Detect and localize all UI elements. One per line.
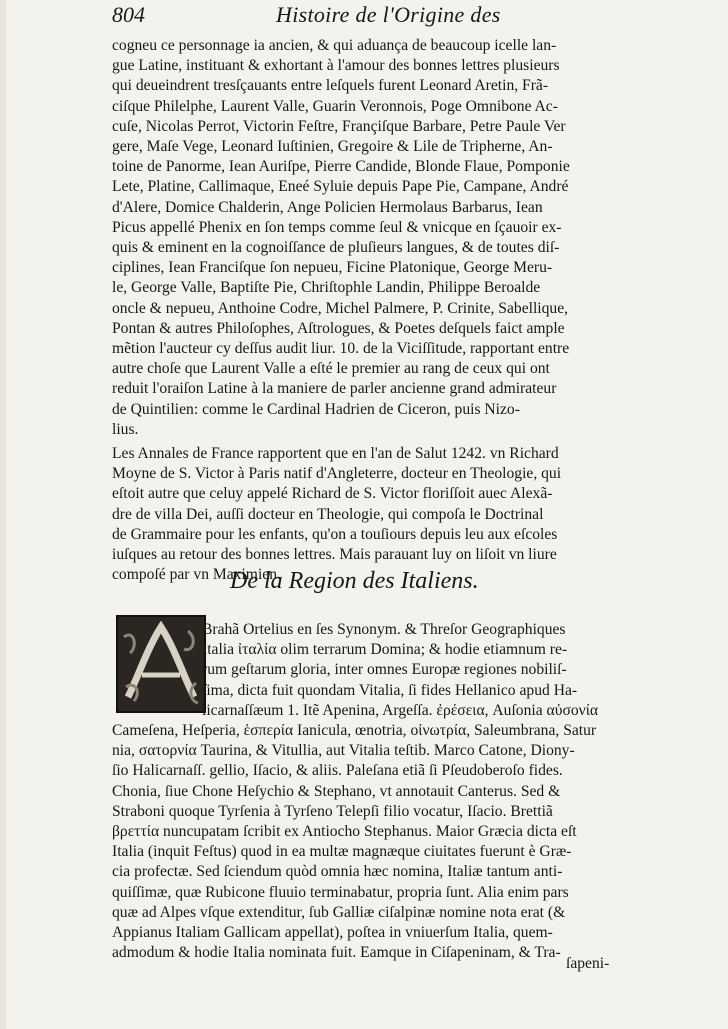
- text-line: Brahã Ortelius en ſes Synonym. & Threſor Geographiques: [202, 621, 566, 638]
- text-line: qui deueindrent tresſçauants entre leſquels furent Leonard Aretin, Frã-: [112, 77, 549, 95]
- text-line: Chonia, ſiue Chone Heſychio & Stephano, vt annotauit Canterus. Sed &: [112, 782, 561, 800]
- text-line: eſtoit autre que celuy appelé Richard de S. Victor floriſſoit auec Alexã-: [112, 485, 553, 503]
- text-line: d'Alere, Domice Chalderin, Ange Policien Hermolaus Barbarus, Iean: [112, 198, 543, 216]
- text-line: toine de Panorme, Iean Auriſpe, Pierre Candide, Blonde Flaue, Pomponie: [112, 158, 570, 176]
- text-line: de Grammaire pour les enfants, qu'on a touſiours depuis leu aux eſcoles: [112, 525, 558, 543]
- text-line: de Quintilien: comme le Cardinal Hadrien de Ciceron, puis Nizo-: [112, 400, 520, 418]
- paragraph-italia: [112, 620, 624, 963]
- page-header: [112, 2, 632, 32]
- paragraph-humanists: [112, 36, 624, 440]
- text-line: ſio Halicarnaſſ. gellio, Iſacio, & aliis. Paleſana etiã ſi Pſeudoberoſo fides.: [112, 762, 563, 780]
- text-line: Straboni quoque Tyrſenia à Tyrſeno Telepſi filio vocatur, Iſacio. Brettiã: [112, 802, 553, 820]
- text-line: dre de villa Dei, auſſi docteur en Theologie, qui compoſa le Doctrinal: [112, 505, 544, 523]
- text-line: ciplines, Iean Franciſque ſon nepueu, Ficine Platonique, George Meru-: [112, 259, 553, 277]
- text-line: gere, Maſe Vege, Leonard Iuſtinien, Gregoire & Lile de Tripherne, An-: [112, 138, 553, 156]
- text-line: Cameſena, Heſperia, ἑσπερία Ianicula, œnotria, οἰνωτρία, Saleumbrana, Satur: [112, 722, 597, 740]
- text-line: le, George Valle, Baptiſte Pie, Chriſtophle Landin, Philippe Beroalde: [112, 279, 541, 297]
- text-line: quis & eminent en la cognoiſſance de pluſieurs langues, & de toutes diſ-: [112, 239, 560, 257]
- text-line: gue Latine, instituant & exhortant à l'amour des bonnes lettres plusieurs: [112, 57, 560, 75]
- text-line: Les Annales de France rapportent que en l'an de Salut 1242. vn Richard: [112, 445, 559, 462]
- text-line: quæ ad Alpes vſque extenditur, ſub Galliæ ciſalpinæ nomine nota erat (&: [112, 903, 566, 921]
- text-line: mẽtion l'aucteur cy deſſus audit liur. 10. de la Viciſſitude, rapportant entre: [112, 340, 570, 358]
- text-line: rum geſtarum gloria, inter omnes Europæ regiones nobiliſ-: [202, 661, 567, 679]
- text-line: reduit l'oraiſon Latine à la maniere de parler ancienne grand admirateur: [112, 380, 557, 398]
- text-line: quiſſimæ, quæ Rubicone fluuio terminabatur, propria ſunt. Alia enim pars: [112, 883, 569, 901]
- text-line: admodum & hodie Italia nominata fuit. Eamque in Ciſapeninam, & Tra-: [112, 944, 561, 962]
- paragraph-annales: [112, 444, 624, 585]
- running-head: Histoire de l'Origine des: [276, 2, 501, 27]
- section-heading: De la Region des Italiens.: [230, 568, 479, 594]
- catchword: ſapeni-: [566, 955, 610, 972]
- text-line: Appianus Italiam Gallicam appellat), poſtea in vniuerſum Italia, quem-: [112, 924, 553, 942]
- text-line: cogneu ce personnage ia ancien, & qui aduança de beaucoup icelle lan-: [112, 37, 557, 54]
- text-line: cuſe, Nicolas Perrot, Victorin Feſtre, Françiſque Barbare, Petre Paule Ver: [112, 117, 566, 135]
- text-line: cia profectæ. Sed ſciendum quòd omnia hæc nomina, Italiæ tantum anti-: [112, 863, 563, 881]
- text-line: Italia ἰταλία olim terrarum Domina; & hodie etiamnum re-: [202, 641, 568, 659]
- text-line: oncle & nepueu, Anthoine Codre, Michel Palmere, P. Crinite, Sabellique,: [112, 299, 569, 317]
- page-number: 804: [112, 2, 145, 27]
- text-line: licarnaſſæum 1. Itẽ Apenina, Argeſſa. ἐρέσεια, Auſonia αὐσονία: [202, 701, 599, 719]
- text-line: ciſque Philelphe, Laurent Valle, Guarin Veronnois, Poge Omnibone Ac-: [112, 97, 558, 115]
- text-line: Pontan & autres Philoſophes, Aſtrologues, & Poetes deſquels faict ample: [112, 319, 565, 337]
- text-line: nia, σατορνία Taurina, & Vitullia, aut Vitalia teſtib. Marco Catone, Diony-: [112, 742, 575, 760]
- text-line: ſima, dicta fuit quondam Vitalia, ſi fides Hellanico apud Ha-: [202, 681, 578, 699]
- text-line: lius.: [112, 420, 139, 438]
- text-line: iuſques au retour des bonnes lettres. Mais parauant luy on liſoit vn liure: [112, 546, 557, 564]
- text-line: Lete, Platine, Callimaque, Eneé Syluie depuis Pape Pie, Campane, André: [112, 178, 569, 196]
- text-line: βρεττία nuncupatam ſcribit ex Antiocho Stephanus. Maior Græcia dicta eſt: [112, 823, 577, 841]
- text-line: Picus appellé Phenix en ſon temps comme ſeul & vnicque en ſçauoir ex-: [112, 218, 562, 236]
- page-edge: [0, 0, 6, 1029]
- text-line: autre choſe que Laurent Valle a eſté le premier au rang de ceux qui ont: [112, 360, 550, 378]
- text-line: compoſé par vn Maximien.: [112, 566, 281, 584]
- text-line: Italia (inquit Feſtus) quod in ea multæ magnæque ciuitates fuerunt è Græ-: [112, 843, 572, 861]
- text-line: Moyne de S. Victor à Paris natif d'Angleterre, docteur en Theologie, qui: [112, 465, 562, 483]
